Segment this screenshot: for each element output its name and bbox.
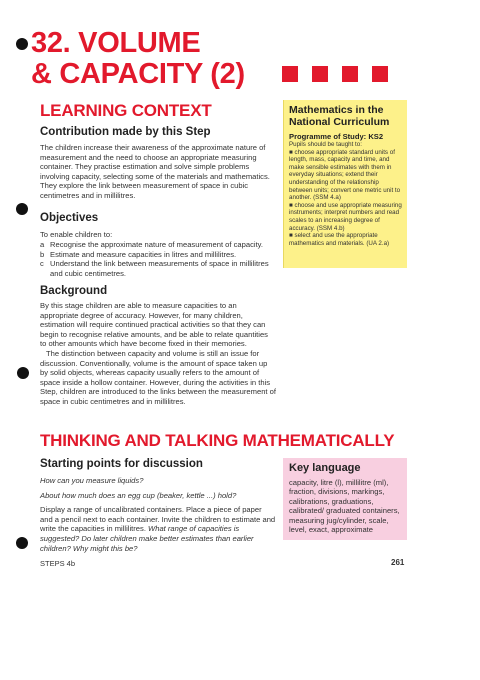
nc-item: ■ choose and use appropriate measuring instruments; interpret numbers and read scales to an increasing degree of accuracy. (SSM 4.b) bbox=[289, 201, 402, 232]
footer-series: STEPS 4b bbox=[40, 559, 76, 568]
national-curriculum-box bbox=[283, 100, 407, 268]
key-language-box bbox=[283, 458, 407, 540]
objective-item: b Estimate and measure capacities in litres and millilitres. bbox=[40, 249, 237, 259]
key-language-heading: Key language bbox=[289, 462, 361, 474]
page-number: 261 bbox=[391, 558, 405, 567]
margin-bullet-lower bbox=[17, 367, 29, 379]
objective-item: a Recognise the approximate nature of measurement of capacity. bbox=[40, 240, 264, 249]
contribution-heading: Contribution made by this Step bbox=[40, 126, 211, 138]
margin-bullet-bottom bbox=[16, 537, 28, 549]
page-title-line2: & CAPACITY (2) bbox=[31, 58, 245, 90]
objective-item: c Understand the link between measurements of space in millilitres and cubic centimetres. bbox=[40, 259, 269, 278]
contribution-text: The children increase their awareness of the approximate nature of measurement and the need to choose an appropriate measuring container. They practise estimation and solve simple problems involving capacity, selecting some of the materials and mathematics. They explore the link between measurement of space in cubic centimetres and in millilitres. bbox=[40, 143, 270, 200]
thinking-heading: THINKING AND TALKING MATHEMATICALLY bbox=[40, 431, 395, 450]
nc-item: ■ select and use the appropriate mathematics and materials. (UA 2.a) bbox=[289, 232, 390, 247]
background-text: By this stage children are able to measure capacities to an appropriate degree of accuracy. However, for many children, estimation will require continued practical activities so that they can begin to recognise relative amounts, and be able to relate quantities to other amounts which have become fixed in their memories. The distinction between capacity and volume is still an issue for discussion. Conventionally, volume is the amount of space taken up by solid objects, whereas capacity usually refers to the amount of space inside a hollow container. However, during the activities in this Step, children are introduced to the links between the measurement of space in cubic centimetres and in millilitres. bbox=[40, 301, 276, 406]
starting-points-heading: Starting points for discussion bbox=[40, 458, 203, 470]
key-language-text: capacity, litre (l), millilitre (ml), fraction, divisions, markings, calibrations, graduations, calibrated/ graduated containers, measuring jug/cylinder, scale, level, exact, approximate bbox=[289, 478, 400, 535]
page-title-line1: 32. VOLUME bbox=[31, 27, 201, 59]
title-decor-squares bbox=[282, 66, 388, 87]
margin-bullet-top bbox=[16, 38, 28, 50]
nc-intro: Pupils should be taught to: bbox=[289, 141, 362, 148]
discussion-text: How can you measure liquids? About how much does an egg cup (beaker, kettle ...) hold? Display a range of uncalibrated containers. Place a piece of paper and a pencil next to each container. Invite the children to estimate and write the capacities in millilitres. What range of capacities is suggested? Do later children make better estimates than earlier children? Why might this be? bbox=[40, 476, 276, 553]
objectives-intro: To enable children to: bbox=[40, 230, 113, 239]
objectives-list bbox=[40, 240, 276, 278]
nc-programme: Programme of Study: KS2 bbox=[289, 132, 384, 141]
nc-item: ■ choose appropriate standard units of length, mass, capacity and time, and make sensible estimates with them in everyday situations; extend their understanding of the relationship between units; convert one metric unit to another. (SSM 4.a) bbox=[289, 148, 401, 202]
margin-bullet-mid bbox=[16, 203, 28, 215]
background-heading: Background bbox=[40, 285, 108, 297]
nc-heading: Mathematics in the National Curriculum bbox=[289, 104, 390, 128]
objectives-heading: Objectives bbox=[40, 212, 99, 224]
learning-context-heading: LEARNING CONTEXT bbox=[40, 101, 212, 120]
